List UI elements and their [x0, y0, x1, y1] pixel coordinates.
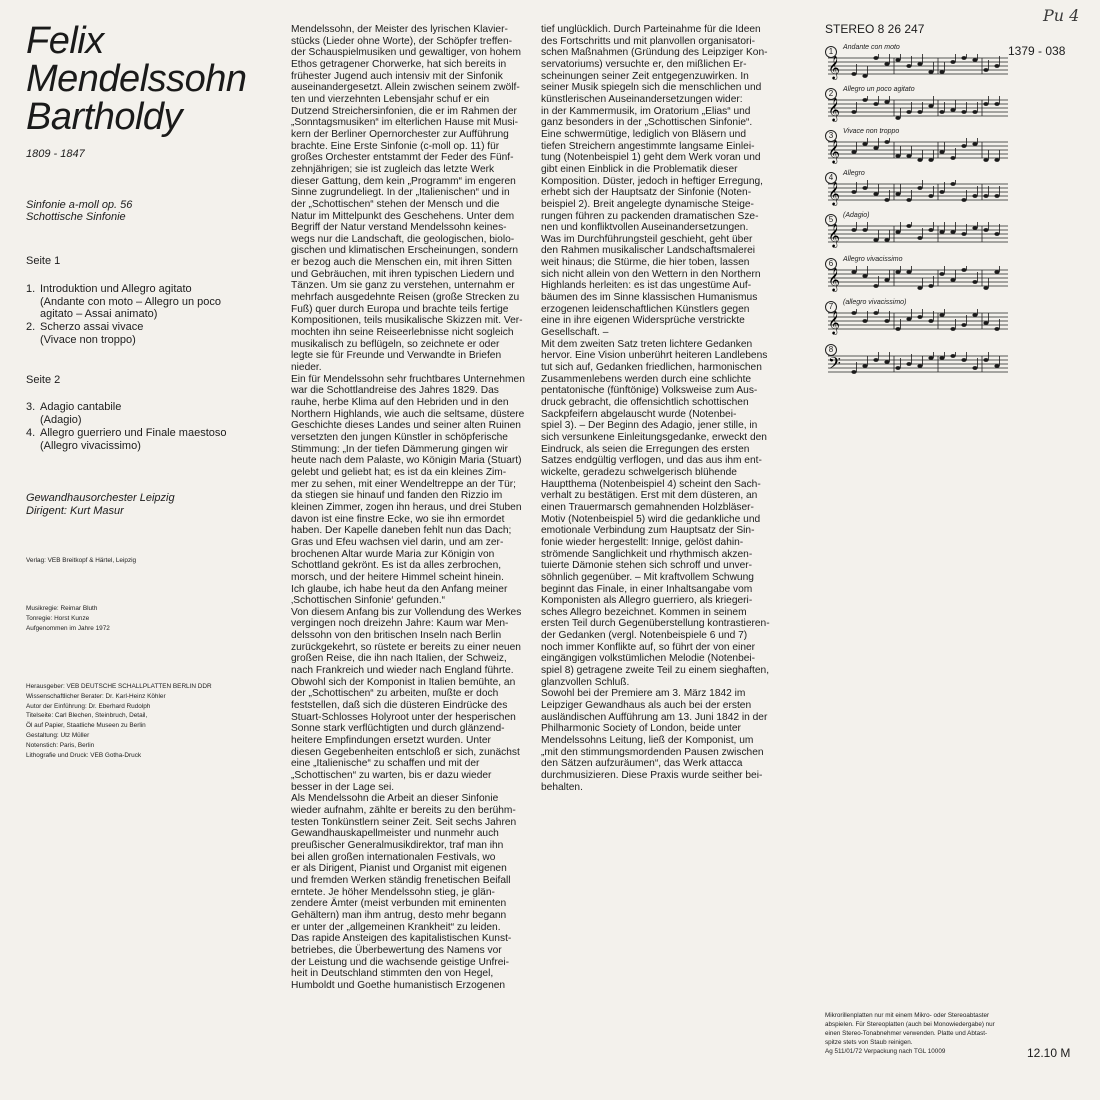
- essay-line: Mit dem zweiten Satz treten lichtere Gedanken: [541, 338, 753, 350]
- playback-footnote: Mikrorillenplatten nur mit einem Mikro- oder Stereoabtaster abspielen. Für Stereoplatten (auch bei Monowiedergabe) nur einen Stereo-Tonabnehmer verwenden. Platte und Abtast- spitze stets von Staub reinigen. Ag 511/01/72 Verpackung nach TGL 10009: [825, 1012, 995, 1055]
- essay-line: Eindruck, als seien die Erregungen des ersten: [541, 443, 750, 455]
- essay-line: bäumen des im Sinne klassischen Humanismus: [541, 292, 758, 304]
- essay-line: nach Frankreich und wieder nach England führte.: [291, 665, 514, 677]
- essay-line: er bezog auch die Menschen ein, mit ihren Sitten: [291, 257, 512, 269]
- essay-line: Gras und Efeu wachsen viel darin, und am zer-: [291, 536, 504, 548]
- essay-line: besser in der Lage sei.: [291, 781, 395, 793]
- essay-line: erzogenen leidenschaftlichen Künstlers gegen: [541, 303, 750, 315]
- edition-credits: Herausgeber: VEB DEUTSCHE SCHALLPLATTEN BERLIN DDR Wissenschaftlicher Berater: Dr. Karl-Heinz Köhler Autor der Einführung: Dr. Eberhard Rudolph Titelseite: Carl Blechen, Steinbruch, Detail, Öl auf Papier, Staatliche Museen zu Berlin Gestaltung: Utz Müller Notenstich: Paris, Berlin Lithografie und Druck: VEB Gotha-Druck: [26, 683, 212, 759]
- essay-line: Geschichte dieses Landes und seiner alten Ruinen: [291, 420, 521, 432]
- tempo-marking: Allegro vivacissimo: [843, 256, 903, 263]
- essay-line: gelebt und geliebt hat; es ist da ein kleines Zim-: [291, 466, 507, 478]
- work-title: Sinfonie a-moll op. 56: [26, 199, 133, 211]
- essay-line: Hauptthema (Notenbeispiel 4) scheint den Sach-: [541, 478, 761, 490]
- essay-line: behalten.: [541, 781, 583, 793]
- essay-line: brochenen Altar wurde Maria zur Königin von: [291, 548, 495, 560]
- essay-line: brachte. Eine Erste Sinfonie (c-moll op. 11) für: [291, 140, 500, 152]
- price: 12.10 M: [1027, 1046, 1071, 1060]
- essay-line: beispiel 2). Breit angelegte dynamische Steige-: [541, 198, 754, 210]
- essay-line: druck gebracht, die offensichtlich schottischen: [541, 397, 749, 408]
- essay-line: auseinandergesetzt. Allein zwischen seinem zwölf-: [291, 82, 520, 94]
- side-catalog-number: 1379 - 038: [1008, 44, 1066, 58]
- example-number: 1: [825, 46, 837, 58]
- essay-line: Stimmung: „In der tiefen Dämmerung gingen wir: [291, 443, 508, 455]
- essay-line: eine in ihre eigenen Widersprüche verstrickte: [541, 315, 745, 327]
- svg-text:𝄞: 𝄞: [828, 139, 840, 163]
- svg-text:𝄞: 𝄞: [828, 267, 840, 291]
- essay-line: fonie wieder hergestellt: Innige, gelöst dahin-: [541, 536, 744, 548]
- essay-line: der Leistung und die wachsende geistige Unfrei-: [291, 956, 510, 968]
- tempo-marking: Vivace non troppo: [843, 128, 900, 135]
- composer-first-name: Felix: [26, 20, 104, 62]
- essay-line: nen und konfliktvollen Auseinandersetzungen.: [541, 222, 749, 234]
- example-number: 5: [825, 214, 837, 226]
- essay-line: sches Allegro bezeichnet. Kommen in seinem: [541, 606, 747, 618]
- svg-text:𝄞: 𝄞: [828, 223, 840, 247]
- essay-line: gischen und klimatischen Erscheinungen, sondern: [291, 245, 519, 257]
- essay-line: hervor. Eine Vision unberührt heiteren Landlebens: [541, 350, 768, 362]
- track-title: Adagio cantabile (Adagio): [40, 401, 122, 426]
- essay-line: glanzvollen Schluß.: [541, 676, 630, 688]
- essay-line: haben. Der Kapelle daneben fehlt nun das Dach;: [291, 525, 512, 537]
- essay-line: spiel 8) getragene zweite Teil zu einem sieghaften,: [541, 665, 770, 677]
- essay-line: war die Schottlandreise des Jahres 1829. Das: [291, 385, 499, 397]
- essay-line: Mendelssohns Leitung, ließ der Komponist, um: [541, 735, 754, 747]
- essay-line: Mendelssohn, der Meister des lyrischen Klavier-: [291, 24, 508, 35]
- tempo-marking: (Adagio): [843, 212, 870, 219]
- essay-line: Tänzen. Um sie ganz zu verstehen, unternahm er: [291, 280, 515, 292]
- essay-line: vergingen noch dreizehn Jahre: Kaum war Men-: [291, 618, 509, 630]
- essay-line: emotionale Verbindung zum Hauptsatz der Sin-: [541, 525, 755, 537]
- essay-line: Begriff der Natur verstand Mendelssohn keines-: [291, 222, 507, 234]
- essay-line: morsch, und der heitere Himmel scheint hinein.: [291, 571, 504, 583]
- essay-column-2: [541, 24, 803, 793]
- essay-line: Northern Highlands, wie auch die seltsame, düstere: [291, 408, 525, 420]
- essay-line: Satzes endgültig verflogen, und das aus ihm ent-: [541, 455, 762, 467]
- essay-line: Sowohl bei der Premiere am 3. März 1842 im: [541, 688, 746, 700]
- performers: [26, 492, 175, 518]
- essay-line: durchmusizieren. Diese Praxis wurde seither bei-: [541, 770, 763, 781]
- track-number: 3.: [26, 401, 36, 413]
- essay-line: Motiv (Notenbeispiel 5) wird die gedankliche und: [541, 513, 761, 525]
- essay-line: kleinen Zimmer, zogen ihn heraus, und drei Stuben: [291, 501, 522, 513]
- essay-line: tiefen Streichern angestimmte langsame Einlei-: [541, 140, 755, 152]
- essay-line: Sinne zugrundeliegt. In der „Italienischen“ und in: [291, 187, 510, 199]
- essay-line: ausländischen Aufführung am 13. Juni 1842 in der: [541, 711, 768, 723]
- essay-line: Obwohl sich der Komponist in Italien bemühte, an: [291, 676, 516, 688]
- essay-line: davon ist eine finstre Ecke, wo sie ihn ermordet: [291, 513, 505, 525]
- essay-line: Gesellschaft. –: [541, 327, 609, 339]
- essay-line: delssohn von den britischen Inseln nach Berlin: [291, 630, 502, 642]
- music-staff: [820, 352, 1010, 392]
- composer-name: [26, 22, 272, 136]
- essay-line: bei allen großen internationalen Festivals, wo: [291, 851, 496, 863]
- essay-line: tung (Notenbeispiel 1) geht dem Werk voran und: [541, 152, 761, 164]
- essay-line: Komponisten als Allegro guerriero, als kriegeri-: [541, 595, 753, 607]
- essay-line: servatoriums) versuchte er, den mißlichen Er-: [541, 58, 747, 70]
- tempo-marking: Andante con moto: [843, 44, 900, 51]
- essay-line: zehnjährigen; sie ist zugleich das letzte Werk: [291, 163, 495, 175]
- essay-line: er unter der „allgemeinen Krankheit“ zu leiden.: [291, 921, 501, 933]
- essay-line: wieder aufnahm, zählte er bereits zu den berühm-: [291, 804, 516, 816]
- essay-line: großes Orchester entstammt der Feder des Fünf-: [291, 152, 514, 164]
- essay-line: den Sätzen aufzuräumen“, das Werk attacca: [541, 758, 743, 770]
- essay-line: Gehältern) man ihm antrug, desto mehr begann: [291, 909, 507, 921]
- essay-line: eingängigen volkstümlichen Melodie (Notenbei-: [541, 653, 756, 665]
- composer-middle-name: Mendelssohn: [26, 58, 247, 100]
- essay-line: Gewandhauskapellmeister und nunmehr auch: [291, 828, 499, 840]
- svg-text:𝄢: 𝄢: [828, 353, 841, 377]
- essay-line: und Gebräuchen, mit ihren typischen Liedern und: [291, 268, 515, 280]
- essay-line: scheinungen seiner Zeit entgegenzuwirken. In: [541, 70, 749, 82]
- essay-line: einen Trauermarsch gemahnenden Holzbläser-: [541, 501, 754, 513]
- essay-line: ‚Schottischen Sinfonie‘ gefunden.“: [291, 595, 446, 607]
- essay-line: Fuß) quer durch Europa und brachte teils fertige: [291, 303, 509, 315]
- essay-line: beginnt das Finale, in einer Inhaltsangabe vom: [541, 583, 753, 595]
- essay-line: Als Mendelssohn die Arbeit an dieser Sinfonie: [291, 793, 499, 805]
- essay-line: preußischer Generalmusikdirektor, traf man ihn: [291, 839, 504, 851]
- essay-line: Eine schwermütige, lediglich von Bläsern und: [541, 128, 746, 140]
- essay-line: sich nicht allein von den Wettern in den Northern: [541, 268, 761, 280]
- essay-line: heit in Deutschland stimmten den von Hegel,: [291, 968, 494, 980]
- tempo-marking: Allegro: [843, 170, 865, 177]
- essay-line: Kompositionen, teils musikalische Skizzen mit. Ver-: [291, 315, 523, 327]
- essay-line: nieder.: [291, 362, 322, 374]
- example-number: 3: [825, 130, 837, 142]
- essay-line: tuierte Dämonie stehen sich schroff und unver-: [541, 560, 753, 572]
- essay-line: Dutzend Streichersinfonien, die er im Rahmen der: [291, 105, 517, 117]
- catalog-number: STEREO 8 26 247: [825, 22, 925, 36]
- essay-line: strömende Sanglichkeit und rhythmisch akzen-: [541, 548, 753, 560]
- essay-line: da stiegen sie hinauf und fanden den Rizzio im: [291, 490, 503, 502]
- essay-line: heute nach dem Palaste, wo Königin Maria (Stuart): [291, 455, 522, 467]
- track-title: Introduktion und Allegro agitato (Andante con moto – Allegro un poco agitato – Assai animato): [40, 283, 222, 321]
- essay-line: erntete. Je höher Mendelssohn stieg, je glän-: [291, 886, 495, 898]
- essay-line: söhnlich gegenüber. – Mit kraftvollem Schwung: [541, 571, 754, 583]
- handwritten-mark: Pu 4: [1043, 6, 1080, 25]
- track-number: 1.: [26, 283, 36, 295]
- essay-line: noch immer Konflikte auf, so führt der von einer: [541, 641, 756, 653]
- essay-line: Ein für Mendelssohn sehr fruchtbares Unternehmen: [291, 373, 525, 385]
- essay-line: „Sonntagsmusiken“ im elterlichen Hause mit Musi-: [291, 117, 519, 129]
- svg-text:𝄞: 𝄞: [828, 310, 840, 334]
- essay-line: spiel 3). – Der Beginn des Adagio, jener stille, in: [541, 420, 758, 432]
- essay-column-1: [291, 24, 533, 991]
- track-number: 4.: [26, 427, 36, 439]
- essay-line: erhebt sich der Hauptsatz der Sinfonie (Noten-: [541, 187, 752, 199]
- lifespan: 1809 - 1847: [26, 148, 85, 160]
- essay-line: legte sie für Freunde und Verwandte in Briefen: [291, 350, 502, 362]
- essay-line: „mit den stimmungsmordenden Pausen zwischen: [541, 746, 764, 758]
- track-number: 2.: [26, 321, 36, 333]
- essay-line: Natur im Mittelpunkt des Geschehens. Unter dem: [291, 210, 515, 222]
- essay-line: Zusammenlebens werden durch eine schlichte: [541, 373, 752, 385]
- svg-text:𝄞: 𝄞: [828, 55, 840, 79]
- essay-line: tut sich auf, Gedanken friedlichen, harmonischen: [541, 362, 762, 374]
- conductor: Dirigent: Kurt Masur: [26, 505, 124, 517]
- essay-line: Humboldt und Goethe humanistisch Erzogenen: [291, 979, 506, 991]
- essay-line: tief unglücklich. Durch Parteinahme für die Ideen: [541, 24, 761, 35]
- track-title: Allegro guerriero und Finale maestoso (Allegro vivacissimo): [40, 427, 227, 452]
- essay-line: schen Maßnahmen (Gründung des Leipziger Kon-: [541, 47, 768, 59]
- essay-line: großen Reise, die ihn nach Italien, der Schweiz,: [291, 653, 507, 665]
- essay-line: des Fortschritts und mit planvollen organisatori-: [541, 35, 756, 47]
- essay-line: zurückgekehrt, so rüstete er bereits zu einer neuen: [291, 641, 521, 653]
- essay-line: seiner Musik spiegeln sich die menschlichen und: [541, 82, 762, 94]
- essay-line: ganz besonders in der „Schottischen Sinfonie“.: [541, 117, 753, 129]
- essay-line: eine „Italienische“ zu schaffen und mit der: [291, 758, 480, 770]
- essay-line: Sonne stark verflüchtigten und durch glänzend-: [291, 723, 505, 735]
- essay-line: Highlands herleiten: es ist das ungestüme Auf-: [541, 280, 752, 292]
- composer-last-name: Bartholdy: [26, 96, 183, 138]
- example-number: 4: [825, 172, 837, 184]
- essay-line: zendere Ämter (meist verbunden mit eminenten: [291, 898, 507, 910]
- orchestra: Gewandhausorchester Leipzig: [26, 492, 175, 504]
- production-credits: Musikregie: Reimar Bluth Tonregie: Horst Kunze Aufgenommen im Jahre 1972: [26, 605, 110, 632]
- essay-line: wickelte, geradezu schwelgerisch blühende: [541, 466, 737, 478]
- essay-line: frühester Jugend auch intensiv mit der Sinfonik: [291, 70, 503, 82]
- example-number: 2: [825, 88, 837, 100]
- publisher-note: Verlag: VEB Breitkopf & Härtel, Leipzig: [26, 557, 137, 564]
- work-title-block: [26, 199, 132, 223]
- essay-line: Schottland gekrönt. Es ist da alles zerbrochen,: [291, 560, 502, 572]
- essay-line: pentatonische (fünftönige) Volksweise zum Aus-: [541, 385, 758, 397]
- essay-line: den Rahmen musikalischer Landschaftsmalerei: [541, 245, 756, 257]
- essay-line: in der Kammermusik, im Oratorium „Elias“ und: [541, 105, 751, 117]
- essay-line: heitere Empfindungen ersetzt wurden. Unter: [291, 735, 491, 747]
- essay-line: ersten Teil durch Gegenüberstellung kontrastieren-: [541, 618, 770, 630]
- essay-line: musikalisch zu beflügeln, so zeichnete er oder: [291, 338, 500, 350]
- essay-line: gibt einen Einblick in die Problematik dieser: [541, 163, 738, 175]
- essay-line: dieser Gattung, dem kein „Programm“ im engeren: [291, 175, 516, 187]
- essay-line: er als Dirigent, Pianist und Organist mit eigenen: [291, 863, 507, 875]
- essay-line: Das rapide Ansteigen des kapitalistischen Kunst-: [291, 933, 512, 945]
- side-1-heading: Seite 1: [26, 255, 61, 267]
- svg-text:𝄞: 𝄞: [828, 97, 840, 121]
- example-number: 8: [825, 344, 837, 356]
- essay-line: „Schottischen“ zu warten, bis er dazu wieder: [291, 770, 492, 781]
- essay-line: rungen führen zu packenden dramatischen Sze-: [541, 210, 759, 222]
- essay-line: Was im Durchführungsteil geschieht, geht über: [541, 233, 753, 245]
- essay-line: versetzten den jungen Künstler in schöpferische: [291, 431, 508, 443]
- essay-line: der „Schottischen“ stehen der Mensch und die: [291, 198, 500, 210]
- essay-line: Ich glaube, ich habe heut da den Anfang meiner: [291, 583, 508, 595]
- essay-line: stücks (Lieder ohne Worte), der Schöpfer treffen-: [291, 35, 513, 47]
- essay-line: testen Tonkünstlern seiner Zeit. Seit sechs Jahren: [291, 816, 517, 828]
- essay-line: mochten ihn seine Reiseerlebnisse nicht sogleich: [291, 327, 514, 339]
- example-number: 6: [825, 258, 837, 270]
- essay-line: weit hinaus; die Stürme, die hier toben, lassen: [541, 257, 750, 269]
- essay-line: Leipziger Gewandhaus als auch bei der ersten: [541, 700, 752, 712]
- essay-line: mer zu sehen, mit einer Wendeltreppe an der Tür;: [291, 478, 516, 490]
- essay-line: diesen Gegebenheiten entschloß er sich, zunächst: [291, 746, 520, 758]
- essay-line: betriebes, die Überbewertung des Namens vor: [291, 944, 502, 956]
- essay-line: künstlerischen Auseinandersetzungen wider:: [541, 93, 743, 105]
- side-2-heading: Seite 2: [26, 374, 61, 386]
- essay-line: feststellen, daß sich die düsteren Eindrücke des: [291, 700, 508, 712]
- essay-line: der „Schottischen“ zu arbeiten, mußte er doch: [291, 688, 499, 700]
- essay-line: Stuart-Schlosses Holyroot unter der hesperischen: [291, 711, 516, 723]
- svg-text:𝄞: 𝄞: [828, 181, 840, 205]
- track-title: Scherzo assai vivace (Vivace non troppo): [40, 321, 144, 346]
- essay-line: ten und vierzehnten Lebensjahr schuf er ein: [291, 93, 490, 105]
- essay-line: sich versunkene Einleitungsgedanke, erweckt den: [541, 431, 767, 443]
- essay-line: verhalt zu bestätigen. Erst mit dem düsteren, an: [541, 490, 758, 502]
- essay-line: der Schauspielmusiken und gewaltiger, von hohem: [291, 47, 521, 59]
- essay-line: der Gedanken (vergl. Notenbeispiele 6 und 7): [541, 630, 748, 642]
- essay-line: Ethos getragener Chorwerke, hat sich bereits in: [291, 58, 507, 70]
- essay-line: Philharmonic Society of London, beide unter: [541, 723, 741, 735]
- essay-line: Sackpfeifern abgelauscht wurde (Notenbei-: [541, 408, 737, 420]
- tempo-marking: (allegro vivacissimo): [843, 299, 907, 306]
- essay-line: und fremden Werken ständig frenetischen Beifall: [291, 874, 511, 886]
- essay-line: rauhe, herbe Klima auf den Hebriden und in den: [291, 397, 509, 408]
- essay-line: Komposition. Düster, jedoch in heftiger Erregung,: [541, 175, 763, 187]
- essay-line: kern der Berliner Opernorchester zur Aufführung: [291, 128, 509, 140]
- example-number: 7: [825, 301, 837, 313]
- work-subtitle: Schottische Sinfonie: [26, 211, 126, 223]
- music-staff: [820, 309, 1010, 349]
- essay-line: mehrfach ausgedehnte Reisen (große Strecken zu: [291, 292, 520, 304]
- tempo-marking: Allegro un poco agitato: [843, 86, 915, 93]
- essay-line: wegs nur die Landschaft, die geologischen, biolo-: [291, 233, 515, 245]
- essay-line: Von diesem Anfang bis zur Vollendung des Werkes: [291, 606, 522, 618]
